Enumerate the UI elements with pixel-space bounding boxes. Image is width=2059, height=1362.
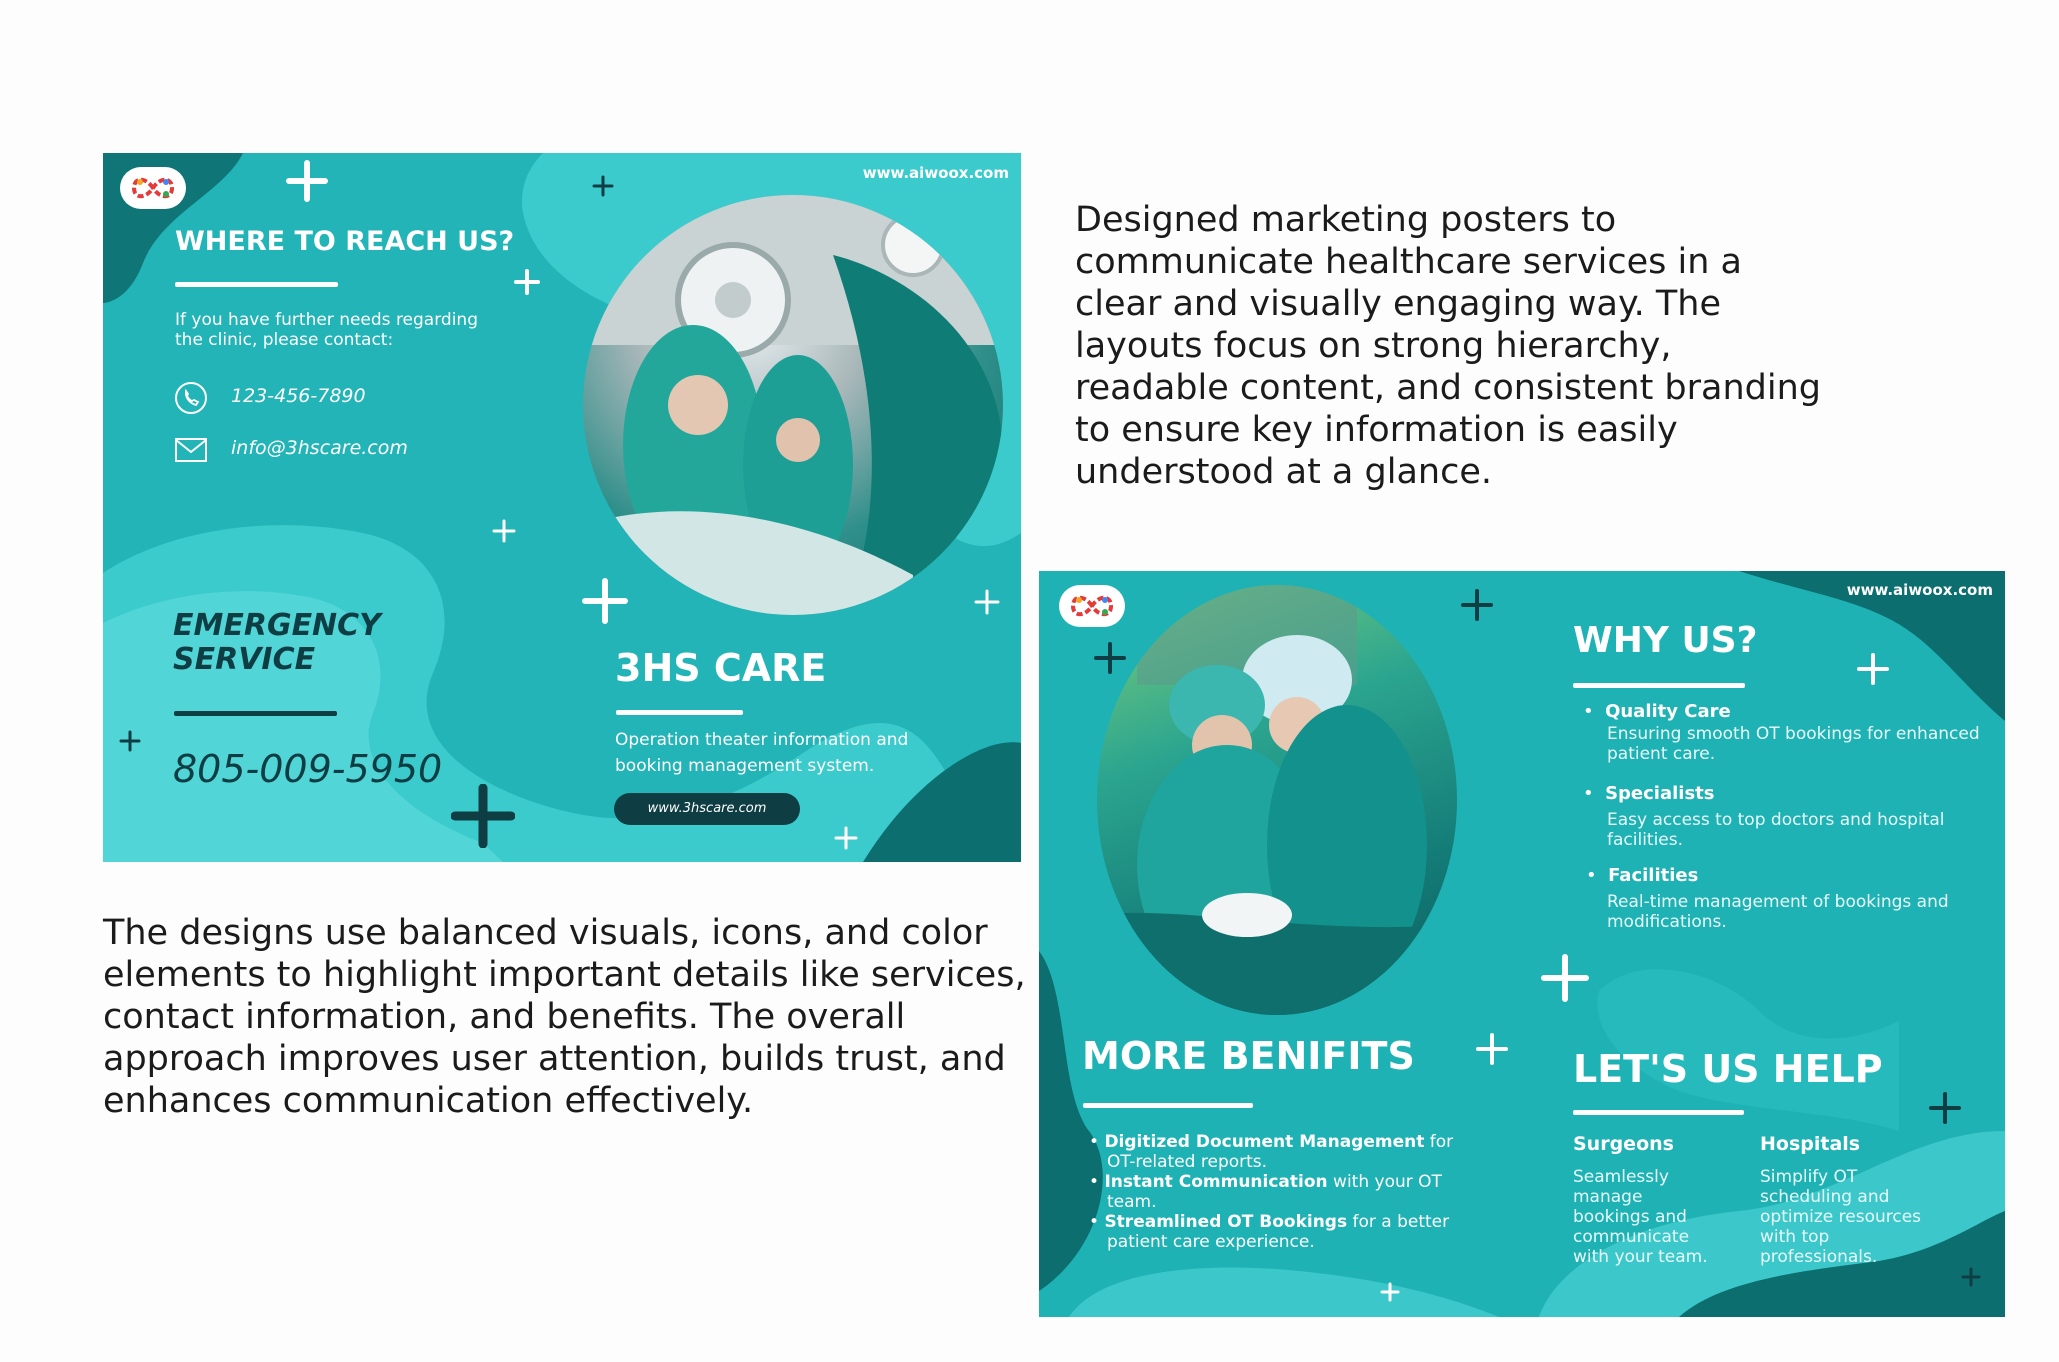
more-item: • Instant Communication with your OT team. <box>1089 1172 1442 1212</box>
logo-icon <box>1059 585 1125 627</box>
reach-description: If you have further needs regarding the clinic, please contact: <box>175 310 478 350</box>
plus-icon <box>286 160 328 202</box>
why-us-title: WHY US? <box>1573 620 1758 661</box>
more-item: • Streamlined OT Bookings for a better patient care experience. <box>1089 1212 1450 1252</box>
surgery-photo <box>1097 585 1457 1015</box>
reach-rule <box>175 282 338 287</box>
brand-title: 3HS CARE <box>615 646 827 690</box>
plus-icon <box>1541 954 1589 1002</box>
emergency-title: EMERGENCY SERVICE <box>173 608 381 677</box>
plus-icon <box>1460 588 1494 622</box>
hospitals-column: Hospitals Simplify OT scheduling and optimize resources with top professionals. <box>1760 1133 1922 1267</box>
poster-contact <box>103 153 1021 862</box>
emergency-phone: 805-009-5950 <box>173 747 443 791</box>
brand-rule <box>616 710 743 715</box>
plus-icon <box>592 175 614 197</box>
plus-icon <box>514 269 540 295</box>
website-label: www.aiwoox.com <box>862 164 1009 182</box>
plus-icon <box>1475 1032 1509 1066</box>
plus-icon <box>1093 641 1127 675</box>
why-us-rule <box>1573 683 1745 688</box>
why-item: • Specialists Easy access to top doctors and hospital facilities. <box>1583 783 1945 850</box>
plus-icon <box>974 589 1000 615</box>
plus-icon <box>1928 1091 1962 1125</box>
mail-icon <box>174 437 208 468</box>
surgeons-column: Surgeons Seamlessly manage bookings and communicate with your team. <box>1573 1133 1708 1267</box>
plus-icon <box>492 519 516 543</box>
website-label: www.aiwoox.com <box>1846 581 1993 599</box>
description-left: The designs use balanced visuals, icons, and color elements to highlight important details like services, contact information, and benefits. The overall approach improves user attention, builds trust, and enhances communication effectively. <box>103 913 1026 1121</box>
reach-title: WHERE TO REACH US? <box>175 226 515 257</box>
phone-text: 123-456-7890 <box>231 385 366 407</box>
plus-icon <box>1961 1267 1981 1287</box>
plus-icon <box>1380 1282 1400 1302</box>
more-item: • Digitized Document Management for OT-related reports. <box>1089 1132 1454 1172</box>
more-benefits-rule <box>1083 1103 1253 1108</box>
email-text: info@3hscare.com <box>231 437 408 459</box>
brand-description: Operation theater information and booking management system. <box>615 730 909 776</box>
plus-icon <box>582 578 628 624</box>
plus-icon <box>834 826 858 850</box>
poster-benefits <box>1039 571 2005 1317</box>
brand-url-label: www.3hscare.com <box>647 801 767 816</box>
plus-icon <box>1856 652 1890 686</box>
more-benefits-title: MORE BENIFITS <box>1082 1034 1415 1078</box>
surgery-photo <box>583 195 1003 615</box>
why-item: • Quality Care Ensuring smooth OT bookings for enhanced patient care. <box>1583 701 1980 764</box>
phone-icon <box>174 381 208 420</box>
logo-icon <box>120 167 186 209</box>
plus-icon <box>119 730 141 752</box>
description-right: Designed marketing posters to communicate healthcare services in a clear and visually engaging way. The layouts focus on strong hierarchy, readable content, and consistent branding to ensure key information is easily understood at a glance. <box>1075 200 1821 492</box>
help-title: LET'S US HELP <box>1573 1047 1883 1091</box>
plus-icon <box>451 784 515 848</box>
brand-url-button[interactable] <box>614 793 800 825</box>
help-rule <box>1573 1110 1744 1115</box>
why-item: • Facilities Real-time management of bookings and modifications. <box>1586 865 1949 932</box>
emergency-rule <box>174 711 337 716</box>
